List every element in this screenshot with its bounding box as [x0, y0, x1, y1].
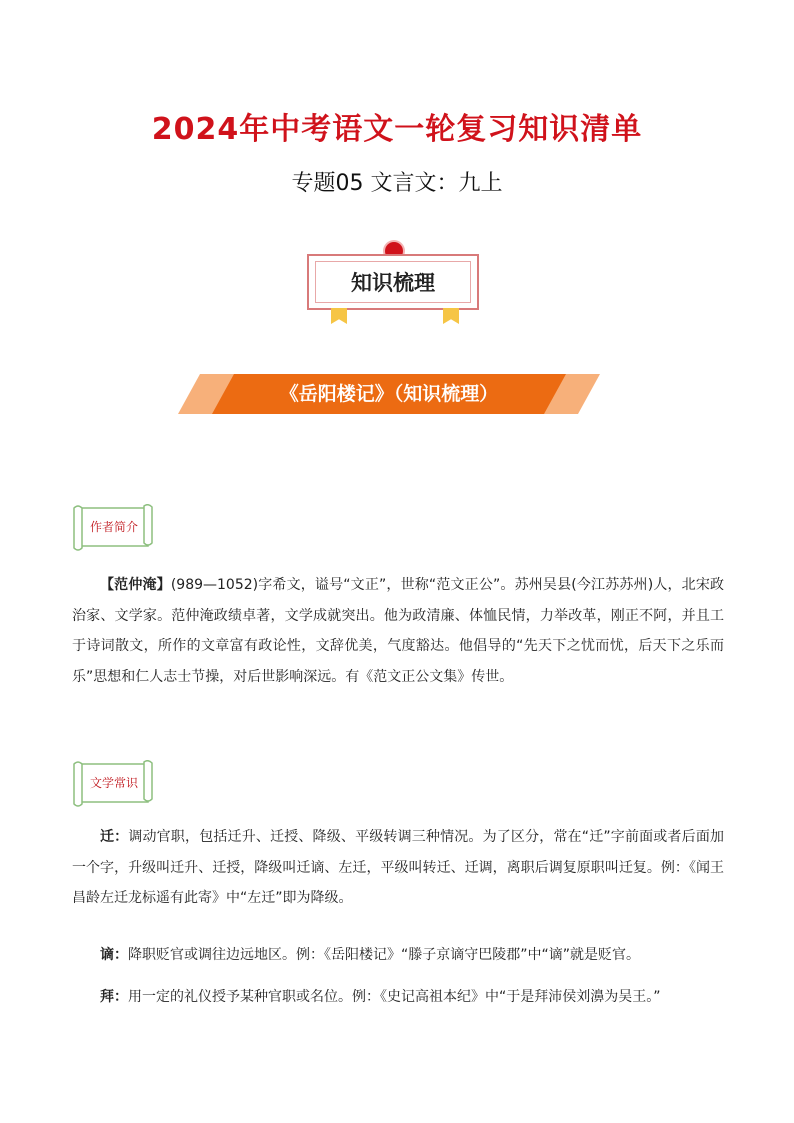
lit-scroll-label — [68, 760, 154, 808]
lit-label: 文学常识 — [89, 776, 138, 790]
term-paragraph — [72, 940, 724, 971]
term-text: 调动官职，包括迁升、迁授、降级、平级转调三种情况。为了区分，常在“迁”字前面或者后面加一个字，升级叫迁升、迁授，降级叫迁谪、左迁，平级叫转迁、迁调，离职后调复原职叫迁复。例：《闻王昌龄左迁龙标遥有此寄》中“左迁”即为降级。 — [72, 829, 724, 906]
term-paragraph — [72, 822, 724, 914]
author-paragraph — [72, 570, 724, 692]
badge-frame — [307, 254, 479, 310]
term-name: 拜： — [100, 989, 128, 1005]
topic-banner — [178, 374, 600, 414]
author-name: 【范仲淹】 — [100, 577, 171, 593]
term-text: 用一定的礼仪授予某种官职或名位。例：《史记高祖本纪》中“于是拜沛侯刘濞为吴王。” — [128, 989, 661, 1005]
author-scroll-label — [68, 504, 154, 552]
document-subtitle: 专题05 文言文：九上 — [291, 171, 503, 196]
ribbon-left-icon — [331, 308, 347, 324]
author-text: (989—1052)字希文，谥号“文正”，世称“范文正公”。苏州吴县(今江苏苏州)人，北宋政治家、文学家。范仲淹政绩卓著，文学成就突出。他为政清廉、体恤民情，力举改革，刚正不阿，并且工于诗词散文，所作的文章富有政论性，文辞优美，气度豁达。他倡导的“先天下之忧而忧，后天下之乐而乐”思想和仁人志士节操，对后世影响深远。有《范文正公文集》传世。 — [72, 577, 724, 685]
author-label: 作者简介 — [89, 520, 138, 534]
document-title: 2024年中考语文一轮复习知识清单 — [151, 112, 643, 147]
section-badge — [307, 242, 483, 326]
banner-title: 《岳阳楼记》（知识梳理） — [279, 383, 499, 405]
badge-label: 知识梳理 — [315, 261, 471, 303]
term-paragraph — [72, 982, 724, 1013]
term-name: 谪： — [100, 947, 128, 963]
term-text: 降职贬官或调往边远地区。例：《岳阳楼记》“滕子京谪守巴陵郡”中“谪”就是贬官。 — [128, 947, 641, 963]
term-name: 迁： — [100, 829, 129, 845]
ribbon-right-icon — [443, 308, 459, 324]
